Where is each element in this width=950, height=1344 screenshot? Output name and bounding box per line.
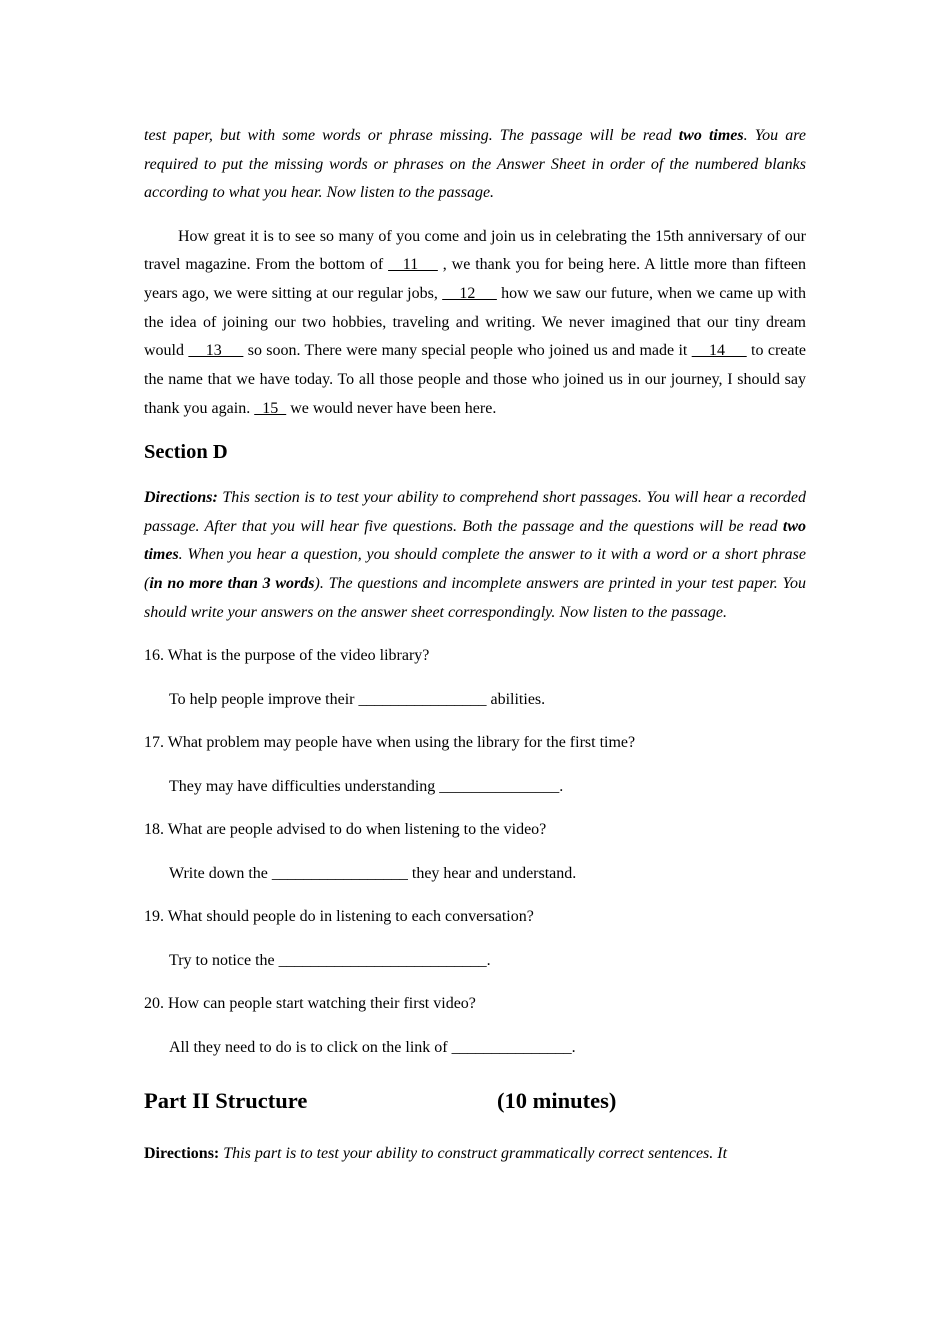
part-2-title: Part II Structure bbox=[144, 1088, 308, 1114]
answer-19: Try to notice the __________________________. bbox=[169, 951, 491, 969]
blank-14: 14 bbox=[691, 342, 747, 360]
part-2-heading bbox=[144, 1086, 806, 1116]
answer-17: They may have difficulties understanding _______________. bbox=[169, 777, 564, 795]
blank-11: 11 bbox=[388, 256, 438, 274]
passage-text: How great it is to see so many of you come and join us in celebrating the 15th anniversary of our travel magazine. From the bottom of 11 , we thank you for being here. A little more than fifteen years ago, we were sitting at our regular jobs, 12 how we saw our future, when we came up with the idea of joining our two hobbies, traveling and writing. We never imagined that our tiny dream would 13 so soon. There were many special people who joined us and made it 14 to create the name that we have today. To all those people and those who joined us in our journey, I should say thank you again. 15 we would never have been here. bbox=[144, 227, 807, 417]
section-d-directions: Directions: This section is to test your ability to comprehend short passages. You will hear a recorded passage. After that you will hear five questions. Both the passage and the questions will be read two times. When you hear a question, you should complete the answer to it with a word or a short phrase (in no more than 3 words). The questions and incomplete answers are printed in your test paper. You should write your answers on the answer sheet correspondingly. Now listen to the passage. bbox=[144, 489, 806, 621]
blank-13: 13 bbox=[188, 342, 244, 360]
answer-16: To help people improve their ________________ abilities. bbox=[169, 690, 546, 708]
question-20: 20. How can people start watching their first video? bbox=[144, 995, 476, 1013]
question-17: 17. What problem may people have when using the library for the first time? bbox=[144, 734, 636, 752]
question-19: 19. What should people do in listening to each conversation? bbox=[144, 908, 534, 926]
question-18: 18. What are people advised to do when listening to the video? bbox=[144, 821, 547, 839]
answer-18: Write down the _________________ they hear and understand. bbox=[169, 864, 577, 882]
answer-20: All they need to do is to click on the link of _______________. bbox=[169, 1038, 576, 1056]
question-16: 16. What is the purpose of the video library? bbox=[144, 647, 430, 665]
blank-15: 15 bbox=[254, 399, 287, 417]
blank-12: 12 bbox=[442, 285, 497, 303]
section-d-heading: Section D bbox=[144, 441, 228, 464]
intro-directions: test paper, but with some words or phrase missing. The passage will be read two times. You are required to put the missing words or phrases on the Answer Sheet in order of the numbered blanks according to what you hear. Now listen to the passage. bbox=[144, 127, 806, 202]
document-page bbox=[144, 122, 806, 1169]
part-2-time: (10 minutes) bbox=[497, 1088, 617, 1114]
part-2-directions: Directions: This part is to test your ability to construct grammatically correct sentences. It bbox=[144, 1145, 728, 1163]
